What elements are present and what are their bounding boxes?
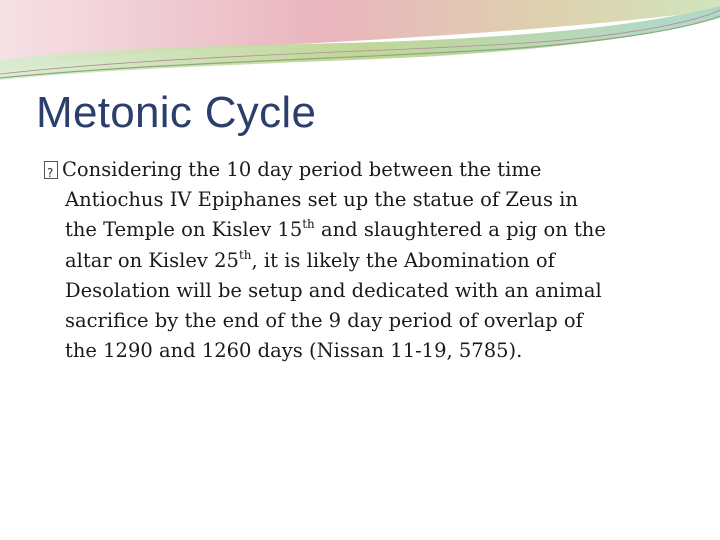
body-line-4 <box>44 246 694 276</box>
slide-body <box>44 155 694 366</box>
body-line-5: Desolation will be setup and dedicated with an animal <box>65 278 602 302</box>
body-line-3-text-b: and slaughtered a pig on the <box>314 218 606 242</box>
body-line-1 <box>44 155 694 185</box>
body-line-3-superscript: th <box>302 217 315 232</box>
body-line-6: sacrifice by the end of the 9 day period of overlap of <box>65 309 583 333</box>
body-line-4-text-b: , it is likely the Abomination of <box>251 248 555 272</box>
body-line-4-superscript: th <box>238 247 252 262</box>
body-line-1-text: Considering the 10 day period between the time <box>62 158 542 181</box>
missing-glyph-box-icon <box>44 161 58 179</box>
slide-title: Metonic Cycle <box>36 88 317 137</box>
body-line-3-text-a: the Temple on Kislev 15 <box>65 218 303 242</box>
body-line-7: the 1290 and 1260 days (Nissan 11-19, 5785). <box>65 339 523 363</box>
body-line-2: Antiochus IV Epiphanes set up the statue of Zeus in <box>65 188 578 212</box>
body-line-4-text-a: altar on Kislev 25 <box>65 248 239 272</box>
header-decoration <box>0 0 720 90</box>
body-line-3 <box>44 215 694 245</box>
